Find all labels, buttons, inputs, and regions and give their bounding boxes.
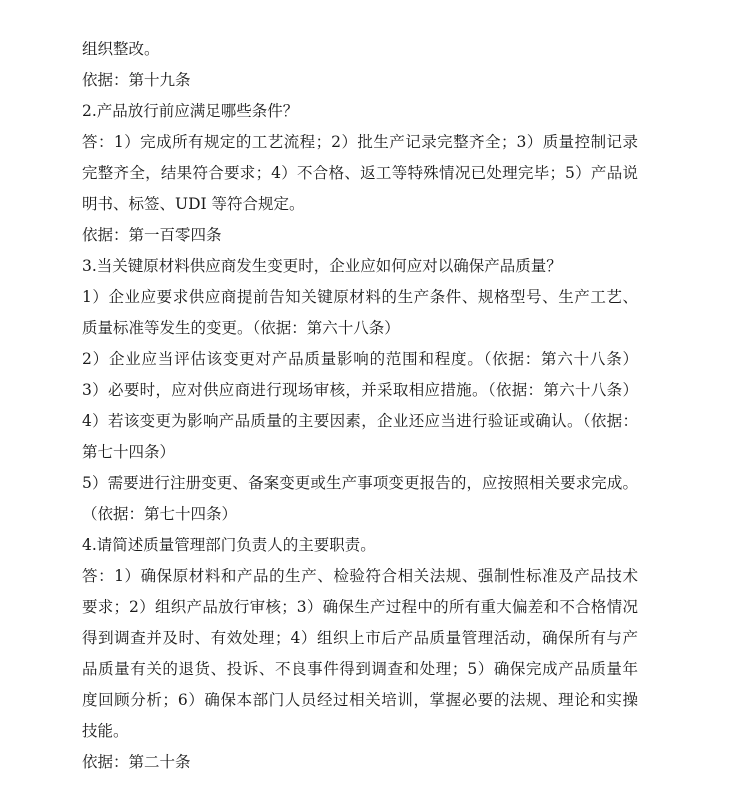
- answer-line: 1）企业应要求供应商提前告知关键原材料的生产条件、规格型号、生产工艺、: [82, 288, 638, 306]
- answer-line: （依据：第七十四条）: [82, 505, 238, 523]
- question-heading: 3.当关键原材料供应商发生变更时，企业应如何应对以确保产品质量？: [82, 257, 562, 275]
- answer-line: 3）必要时，应对供应商进行现场审核，并采取相应措施。（依据：第六十八条）: [82, 381, 638, 399]
- question-heading: 4.请简述质量管理部门负责人的主要职责。: [82, 536, 376, 554]
- document-page: [82, 34, 638, 778]
- answer-line: 度回顾分析；6）确保本部门人员经过相关培训，掌握必要的法规、理论和实操: [82, 691, 638, 709]
- answer-line: 答：1）确保原材料和产品的生产、检验符合相关法规、强制性标准及产品技术: [82, 567, 638, 585]
- answer-line: 技能。: [82, 722, 129, 740]
- answer-line: 要求；2）组织产品放行审核；3）确保生产过程中的所有重大偏差和不合格情况: [82, 598, 638, 616]
- answer-line: 4）若该变更为影响产品质量的主要因素，企业还应当进行验证或确认。（依据：: [82, 412, 638, 430]
- answer-line: 2）企业应当评估该变更对产品质量影响的范围和程度。（依据：第六十八条）: [82, 350, 638, 368]
- answer-line: 品质量有关的退货、投诉、不良事件得到调查和处理；5）确保完成产品质量年: [82, 660, 638, 678]
- answer-line: 明书、标签、UDI 等符合规定。: [82, 195, 305, 213]
- answer-line: 质量标准等发生的变更。（依据：第六十八条）: [82, 319, 400, 337]
- answer-line: 答：1）完成所有规定的工艺流程；2）批生产记录完整齐全；3）质量控制记录: [82, 133, 638, 151]
- text-line: 组织整改。: [82, 40, 160, 58]
- basis-line: 依据：第一百零四条: [82, 226, 222, 244]
- answer-line: 得到调查并及时、有效处理；4）组织上市后产品质量管理活动，确保所有与产: [82, 629, 638, 647]
- answer-line: 完整齐全，结果符合要求；4）不合格、返工等特殊情况已处理完毕；5）产品说: [82, 164, 638, 182]
- answer-line: 5）需要进行注册变更、备案变更或生产事项变更报告的，应按照相关要求完成。: [82, 474, 638, 492]
- answer-line: 第七十四条）: [82, 443, 176, 461]
- basis-line: 依据：第二十条: [82, 753, 191, 771]
- question-heading: 2.产品放行前应满足哪些条件？: [82, 102, 299, 120]
- basis-line: 依据：第十九条: [82, 71, 191, 89]
